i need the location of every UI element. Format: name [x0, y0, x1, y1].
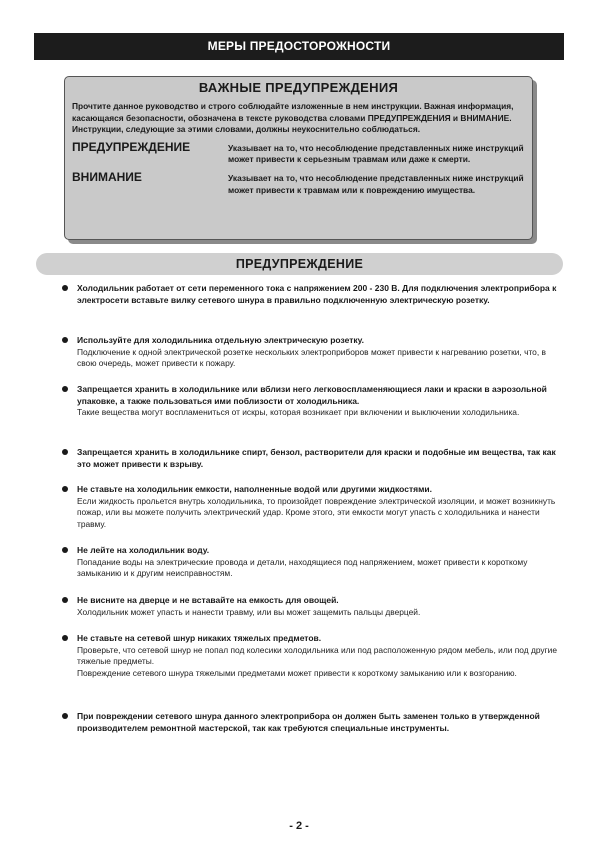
list-item [62, 595, 564, 618]
item-body: Подключение к одной электрической розетке нескольких электроприборов может привести к нагреванию розетки, что, в свою очередь, может привести к пожару. [77, 346, 546, 368]
list-item [62, 633, 564, 679]
important-warnings-title: ВАЖНЫЕ ПРЕДУПРЕЖДЕНИЯ [198, 80, 399, 95]
list-item [62, 711, 564, 734]
bullet-icon [62, 713, 68, 719]
bullet-icon [62, 449, 68, 455]
definition-term: ПРЕДУПРЕЖДЕНИЕ [72, 139, 191, 154]
item-title: Не ставьте на сетевой шнур никаких тяжелых предметов. [77, 633, 322, 643]
item-body: Попадание воды на электрические провода и детали, находящиеся под напряжением, может привести к короткому замыканию и к другим неисправностям. [77, 556, 528, 578]
item-title: При повреждении сетевого шнура данного электроприбора он должен быть заменен только в утвержденной производителем ремонтной мастерской, так как требуются специальные инструменты. [77, 711, 540, 733]
bullet-icon [62, 486, 68, 492]
item-body: Проверьте, что сетевой шнур не попал под колесики холодильника или под расположенную рядом мебель, или под другие тяжелые предметы. Повреждение сетевого шнура тяжелыми предметами может привести к короткому замыканию или к возгоранию. [77, 644, 557, 678]
item-title: Холодильник работает от сети переменного тока с напряжением 200 - 230 В. Для подключения электроприбора к электросети вставьте вилку сетевого шнура в правильно подключенную электрическую розетку. [77, 283, 557, 305]
list-item [62, 484, 564, 530]
definition-term: ВНИМАНИЕ [72, 169, 142, 184]
definition-warning [72, 140, 525, 166]
bullet-icon [62, 386, 68, 392]
list-item [62, 545, 564, 580]
page-number: - 2 - [289, 820, 309, 832]
list-item [62, 335, 564, 370]
item-title: Не лейте на холодильник воду. [77, 545, 210, 555]
important-warnings-box [64, 76, 533, 240]
list-item [62, 384, 564, 419]
definition-text: Указывает на то, что несоблюдение представленных ниже инструкций может привести к серьезным травмам или даже к смерти. [228, 142, 524, 165]
list-item [62, 283, 564, 306]
item-title: Запрещается хранить в холодильнике или вблизи него легковоспламеняющиеся лаки и краски в аэрозольной упаковке, а также пользоваться ими поблизости от холодильника. [77, 384, 547, 406]
list-item [62, 447, 564, 470]
definition-caution [72, 170, 525, 196]
item-body: Такие вещества могут воспламениться от искры, которая возникает при включении и выключении холодильника. [77, 407, 520, 417]
bullet-icon [62, 337, 68, 343]
definition-text: Указывает на то, что несоблюдение представленных ниже инструкций может привести к травмам или к повреждению имущества. [228, 172, 524, 195]
item-body: Холодильник может упасть и нанести травму, или вы может защемить пальцы дверцей. [77, 606, 421, 617]
bullet-icon [62, 547, 68, 553]
bullet-icon [62, 635, 68, 641]
item-body: Если жидкость прольется внутрь холодильника, то произойдет повреждение электрической изоляции, и может возникнуть пожар, или вы можете получить электрический удар. Кроме этого, эти емкости могут упасть с холодильника и нанести травму. [77, 495, 556, 529]
item-title: Не висните на дверце и не вставайте на емкость для овощей. [77, 595, 339, 605]
bullet-icon [62, 285, 68, 291]
important-intro-text: Прочтите данное руководство и строго соблюдайте изложенные в нем инструкции. Важная информация, касающаяся безопасности, обозначена в тексте руководства словами ПРЕДУПРЕЖДЕНИЯ и ВНИМАНИЕ. Инструкции, следующие за этими словами, должны неукоснительно соблюдаться. [72, 101, 514, 135]
warning-section-title: ПРЕДУПРЕЖДЕНИЕ [36, 253, 563, 275]
bullet-icon [62, 597, 68, 603]
item-title: Запрещается хранить в холодильнике спирт, бензол, растворители для краски и подобные им вещества, так как это может привести к взрыву. [77, 447, 556, 469]
item-title: Используйте для холодильника отдельную электрическую розетку. [77, 335, 364, 345]
item-title: Не ставьте на холодильник емкости, наполненные водой или другими жидкостями. [77, 484, 432, 494]
section-header: МЕРЫ ПРЕДОСТОРОЖНОСТИ [34, 33, 564, 60]
